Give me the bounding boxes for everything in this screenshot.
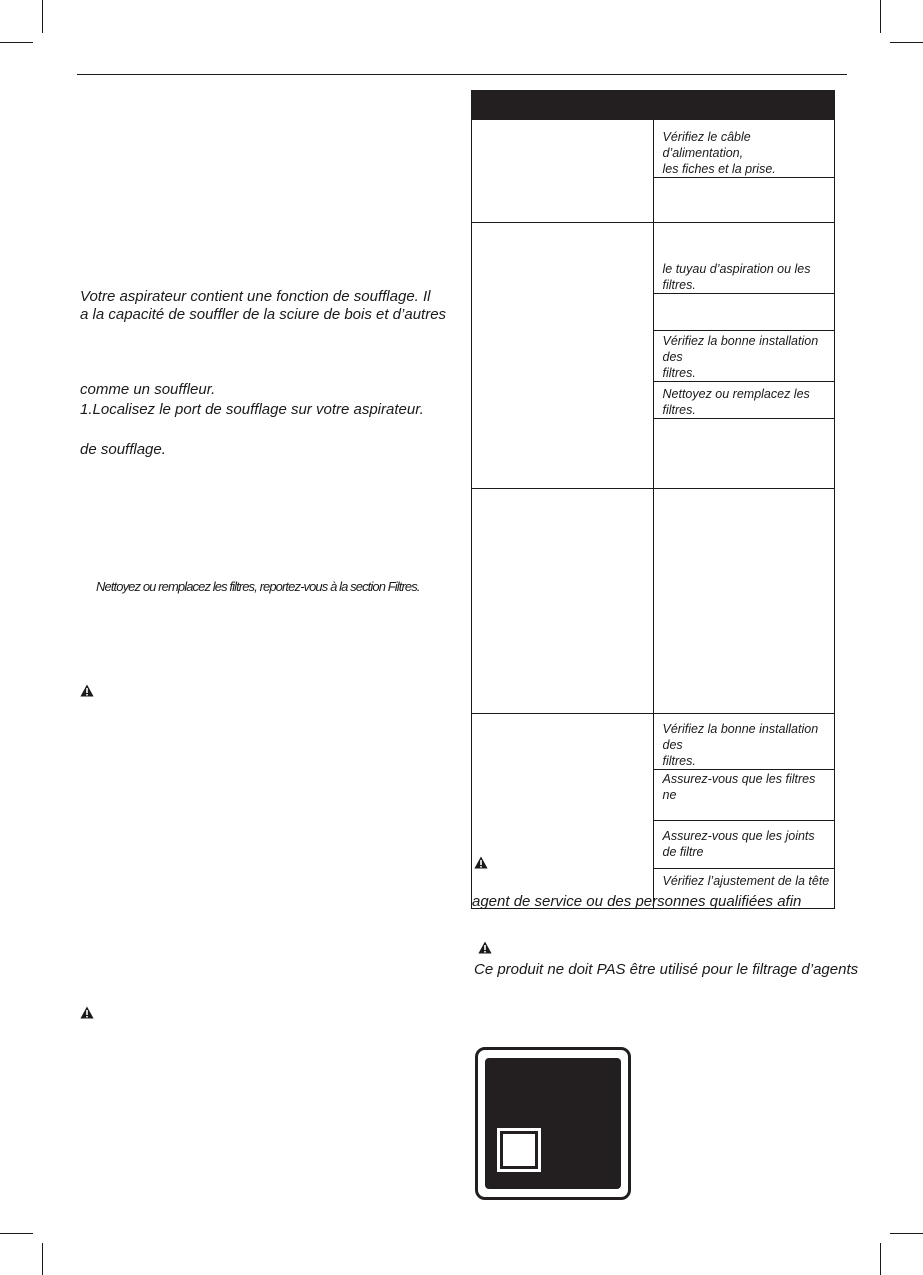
cause-cell (653, 331, 835, 382)
cause-cell (653, 294, 835, 331)
problem-cell (472, 223, 654, 489)
hazard-warning-text: Ce produit ne doit PAS être utilisé pour le filtrage d’agents (474, 961, 859, 978)
crop-mark (42, 0, 43, 33)
problem-cell (472, 489, 654, 714)
filter-note: Nettoyez ou remplacez les filtres, reportez-vous à la section Filtres. (96, 579, 420, 594)
cause-cell (653, 770, 835, 821)
table-header (472, 91, 835, 120)
cause-cell (653, 419, 835, 489)
crop-mark (42, 1243, 43, 1275)
header-rule (77, 74, 847, 75)
crop-mark (880, 0, 881, 33)
cause-text: Vérifiez le câble d’alimentation, (662, 130, 751, 160)
cause-text: Assurez-vous que les filtres ne (662, 772, 816, 802)
crop-mark (0, 1233, 33, 1234)
cause-text: Assurez-vous que les joints de filtre (662, 829, 815, 859)
cause-text: filtres. (662, 754, 696, 768)
crop-mark (890, 42, 923, 43)
cause-text: Vérifiez la bonne installation des (662, 722, 819, 752)
table-row (472, 489, 835, 714)
cause-cell (653, 821, 835, 869)
blow-step-1: 1.Localisez le port de soufflage sur votre aspirateur. (80, 401, 424, 418)
symbol-inner-square (497, 1128, 541, 1172)
table-row (472, 223, 835, 294)
service-warning-text: agent de service ou des personnes qualifiées afin (472, 893, 802, 910)
cause-text: Vérifiez l’ajustement de la tête (662, 874, 830, 888)
warning-triangle-icon (474, 856, 488, 869)
problem-cell (472, 120, 654, 223)
troubleshooting-table (471, 90, 835, 909)
cause-text: filtres. (662, 366, 696, 380)
cause-cell (653, 120, 835, 178)
blow-text-line: comme un souffleur. (80, 381, 216, 398)
table-row (472, 120, 835, 178)
table-header-row (472, 91, 835, 120)
blow-intro-line-1: Votre aspirateur contient une fonction de soufflage. Il (80, 288, 431, 305)
cause-cell (653, 489, 835, 714)
cause-cell (653, 178, 835, 223)
warning-triangle-icon (478, 941, 492, 954)
table-row (472, 714, 835, 770)
cause-cell (653, 223, 835, 294)
symbol-dark-panel (485, 1058, 621, 1189)
crop-mark (890, 1233, 923, 1234)
class-ii-double-insulation-symbol (475, 1047, 631, 1200)
warning-triangle-icon (80, 684, 94, 697)
problem-cell (472, 714, 654, 909)
cause-text: Nettoyez ou remplacez les filtres. (662, 387, 810, 417)
symbol-inner-square-fill (503, 1134, 535, 1166)
warning-triangle-icon (80, 1006, 94, 1019)
cause-cell (653, 382, 835, 419)
cause-text: le tuyau d’aspiration ou les filtres. (662, 262, 811, 292)
cause-text: Vérifiez la bonne installation des (662, 334, 819, 364)
cause-text: les fiches et la prise. (662, 162, 776, 176)
cause-cell (653, 714, 835, 770)
blow-intro-line-2: a la capacité de souffler de la sciure de bois et d’autres (80, 306, 447, 323)
crop-mark (880, 1243, 881, 1275)
crop-mark (0, 42, 33, 43)
blow-text-line: de soufflage. (80, 441, 166, 458)
